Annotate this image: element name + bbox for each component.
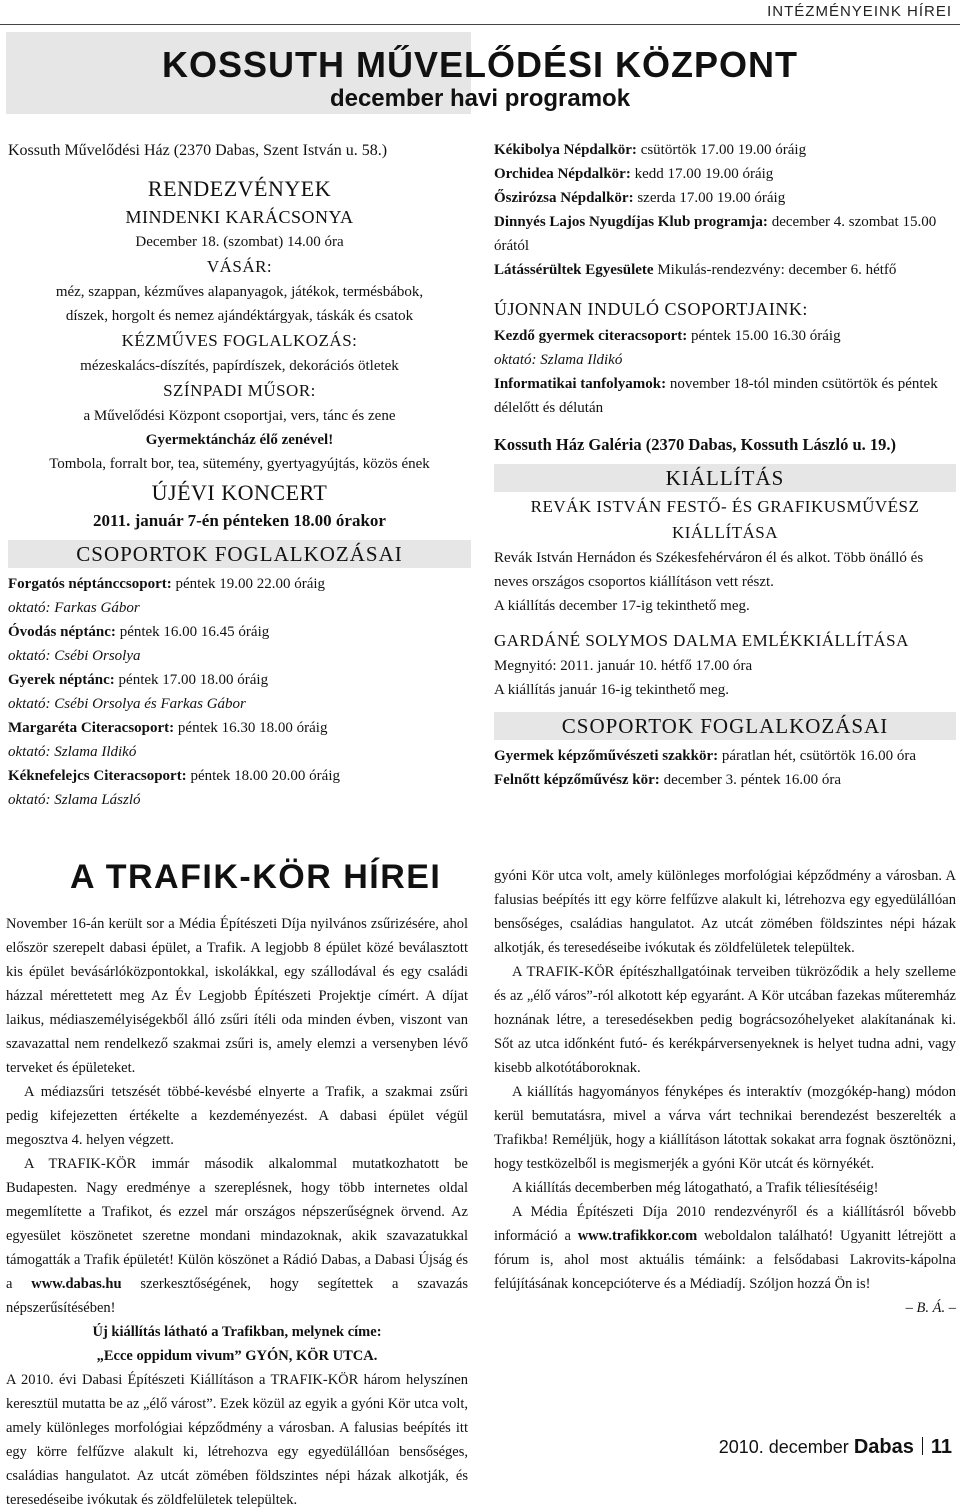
dabas-link[interactable]: www.dabas.hu: [31, 1276, 122, 1292]
art-group-time: páratlan hét, csütörtök 16.00 óra: [721, 748, 916, 764]
trafik-left-column: [6, 912, 468, 1508]
new-exhibit-intro: Új kiállítás látható a Trafikban, melynek címe:: [92, 1324, 382, 1340]
signature: – B. Á. –: [905, 1300, 956, 1316]
exhibit-heading: KIÁLLÍTÁS: [494, 464, 956, 492]
issue-date: 2010. december: [718, 1437, 849, 1457]
group-name: Forgatós néptánccsoport:: [8, 576, 172, 592]
trafik-paragraph-4-cont: gyóni Kör utca volt, amely különleges morfológiai képződmény a városban. A falusias beépítés itt egy körre felfűzve alakult ki, létrehozva egy egyedülállóan bensőséges, családias hangulatot. Az utcát zömében földszintes népi házak alkotják, és teresedéseibe ivókutak és zöldfelületek települtek.: [494, 868, 956, 956]
tombola: Tombola, forralt bor, tea, sütemény, gyertyagyújtás, közös ének: [49, 456, 430, 472]
trafik-paragraph-4: A 2010. évi Dabasi Építészeti Kiállításon a TRAFIK-KÖR három helyszínen keresztül mutatta be az „élő várost”. Ezek közül az egyik a gyóni Kör utca volt, amely különleges morfológiai képződmény a városban. A falusias beépítés itt egy körre felfűzve alakult ki, létrehozva egy egyedülállóan bensőséges, családias hangulatot. Az utcát zömében földszintes népi házak alkotják, és teresedéseibe ivókutak és zöldfelületek települtek.: [6, 1372, 468, 1508]
group-teacher: oktató: Szlama Ildikó: [8, 744, 137, 760]
folk-choir-time: kedd 17.00 19.00 óráig: [634, 166, 774, 182]
fair-line-2: díszek, horgolt és nemez ajándéktárgyak, táskák és csatok: [65, 308, 414, 324]
group-name: Gyerek néptánc:: [8, 672, 115, 688]
trafikkor-link[interactable]: www.trafikkor.com: [577, 1228, 698, 1244]
fair-line-1: méz, szappan, kézműves alapanyagok, játékok, termésbábok,: [55, 284, 424, 300]
new-group-name: Informatikai tanfolyamok:: [494, 376, 667, 392]
club-name: Dinnyés Lajos Nyugdíjas Klub programja:: [494, 214, 768, 230]
folk-choir-2: [494, 162, 956, 186]
trafik-paragraph: [494, 1200, 956, 1296]
group-name: Óvodás néptánc:: [8, 624, 116, 640]
group-teacher: oktató: Csébi Orsolya és Farkas Gábor: [8, 696, 246, 712]
pensioner-club: [494, 210, 956, 258]
gallery-address: Kossuth Ház Galéria (2370 Dabas, Kossuth László u. 19.): [494, 435, 896, 454]
trafik-paragraph: A médiazsűri tetszését többé-kevésbé elnyerte a Trafik, a szakmai zsűri pedig kifejezetten értékelte a kezdeményezést. A dabasi épület végül megosztva 4. helyen végzett.: [6, 1084, 468, 1148]
craft-text: mézeskalács-díszítés, papírdíszek, dekorációs ötletek: [80, 358, 399, 374]
gardane-opening: Megnyitó: 2011. január 10. hétfő 17.00 óra: [494, 658, 753, 674]
header-divider: [0, 24, 960, 25]
revak-title-1: REVÁK ISTVÁN FESTŐ- ÉS GRAFIKUSMŰVÉSZ: [530, 497, 920, 516]
club-time: december 4. szombat 15.00 órától: [494, 214, 937, 254]
text-run: A Média Építészeti Díja 2010 rendezvényről és a kiállításról bővebb információ a: [494, 1204, 956, 1244]
trafik-paragraph: A kiállítás decemberben még látogatható, a Trafik téliesítéséig!: [512, 1180, 879, 1196]
new-group-teacher: oktató: Szlama Ildikó: [494, 352, 623, 368]
folk-choir-time: csütörtök 17.00 19.00 óráig: [640, 142, 807, 158]
trafik-paragraph: November 16-án került sor a Média Építészeti Díja nyilvános zsűrizésére, ahol először szerepelt dabasi épület, a Trafik. A legjobb 8 épület közé beválasztott kis épület bevásárlóközpontokkal, iskolákkal, egy szállodával és egy családi házzal mérettetett meg Az Év Legjobb Építészeti Projektje címért. A díjat laikus, médiaszemélyiségekből álló zsűri ítéli oda minden évben, viszont van szavazattal nem rendelkező szakmai zsűri is, amely elemzi a versenyben lévő terveket és épületeket.: [6, 916, 468, 1076]
folk-choir-name: Kékibolya Népdalkör:: [494, 142, 637, 158]
art-group-name: Gyermek képzőművészeti szakkör:: [494, 748, 719, 764]
folk-choir-3: [494, 186, 956, 210]
folk-choir-name: Orchidea Népdalkör:: [494, 166, 631, 182]
text-run: weboldalon található! Ugyanitt létrejött a fórum is, ahol most aktuális témáink: a felsődabasi Lakrovits-kápolna felújításának koncepcióterve és a Médiadíj. Szóljon hozzá Ön is!: [494, 1228, 956, 1292]
new-exhibit-title: „Ecce oppidum vivum” GYÓN, KÖR UTCA.: [96, 1348, 378, 1364]
fair-label: VÁSÁR:: [206, 257, 273, 276]
dance-house: Gyermektáncház élő zenével!: [145, 432, 334, 448]
xmas-date: December 18. (szombat) 14.00 óra: [135, 234, 344, 250]
group-teacher: oktató: Szlama László: [8, 792, 141, 808]
new-group-time: november 18-tól minden csütörtök és péntek délelőtt és délután: [494, 376, 938, 416]
page-subtitle: december havi programok: [329, 85, 631, 112]
text-run: A TRAFIK-KÖR immár második alkalommal mutatkozhatott be Budapesten. Nagy eredménye a szereplésnek, hogy több internetes oldal megemlítette a Trafikot, és ezzel már országos népszerűségnek örvend. Az egyesület köszönetet szeretne mondani mindazoknak, akik szavazatukkal támogatták a Trafik épületét! Külön köszönet a Rádió Dabas, a Dabasi Újság és a: [6, 1156, 468, 1292]
group-teacher: oktató: Csébi Orsolya: [8, 648, 141, 664]
group-time: péntek 18.00 20.00 óráig: [190, 768, 340, 784]
right-column: [494, 138, 956, 792]
folk-choir-name: Őszirózsa Népdalkör:: [494, 190, 634, 206]
revak-title-2: KIÁLLÍTÁSA: [671, 523, 779, 542]
art-group-1: [494, 744, 956, 768]
group-item: [8, 764, 471, 788]
trafik-paragraph: [6, 1152, 468, 1320]
revak-desc: Revák István Hernádon és Székesfehérváron él és alkot. Több önálló és neves országos csoportos kiállításon vett részt.: [494, 550, 924, 590]
new-group-name: Kezdő gyermek citeracsoport:: [494, 328, 688, 344]
venue-address: Kossuth Művelődési Ház (2370 Dabas, Szent István u. 58.): [8, 142, 388, 159]
concert-date: 2011. január 7-én pénteken 18.00 órakor: [93, 511, 386, 530]
gardane-dates: A kiállítás január 16-ig tekinthető meg.: [494, 682, 729, 698]
section-tag: INTÉZMÉNYEINK HÍREI: [767, 3, 952, 20]
footer-separator: [922, 1437, 923, 1455]
new-group-time: péntek 15.00 16.30 óráig: [691, 328, 841, 344]
groups-heading-left: CSOPORTOK FOGLALKOZÁSAI: [8, 540, 471, 568]
group-name: Margaréta Citeracsoport:: [8, 720, 175, 736]
group-time: péntek 16.30 18.00 óráig: [177, 720, 328, 736]
trafik-right-column: [494, 864, 956, 1320]
page-number: 11: [930, 1436, 952, 1458]
trafik-paragraph: A kiállítás hagyományos fényképes és interaktív (mozgókép-hang) módon kerül bemutatásra, mivel a várva várt technikai berendezést beszerelték a Trafikba! Reméljük, hogy a kiállításon látottak sokakat arra fognak ösztönözni, hogy testközelből is megismerjék a gyóni Kör utcát és környékét.: [494, 1084, 956, 1172]
revak-dates: A kiállítás december 17-ig tekinthető meg.: [494, 598, 750, 614]
craft-label: KÉZMŰVES FOGLALKOZÁS:: [121, 331, 358, 350]
events-heading: RENDEZVÉNYEK: [147, 176, 332, 201]
gardane-title: GARDÁNÉ SOLYMOS DALMA EMLÉKKIÁLLÍTÁSA: [494, 631, 909, 650]
text-run: szerkesztőségének, hogy segítettek a szavazás népszerűsítésében!: [6, 1276, 468, 1316]
groups-heading-right: CSOPORTOK FOGLALKOZÁSAI: [494, 712, 956, 740]
group-teacher: oktató: Farkas Gábor: [8, 600, 140, 616]
group-name: Kéknefelejcs Citeracsoport:: [8, 768, 187, 784]
folk-choir-time: szerda 17.00 19.00 óráig: [637, 190, 786, 206]
group-item: [8, 620, 471, 644]
left-column: [8, 138, 471, 812]
page-footer: [719, 1436, 952, 1459]
art-group-name: Felnőtt képzőművész kör:: [494, 772, 660, 788]
stage-label: SZÍNPADI MŰSOR:: [163, 381, 316, 400]
group-item: [8, 668, 471, 692]
group-item: [8, 572, 471, 596]
new-groups-heading: ÚJONNAN INDULÓ CSOPORTJAINK:: [494, 299, 808, 319]
xmas-title: MINDENKI KARÁCSONYA: [125, 207, 354, 227]
group-time: péntek 16.00 16.45 óráig: [119, 624, 270, 640]
art-group-2: [494, 768, 956, 792]
new-group-1: [494, 324, 956, 348]
page-title: KOSSUTH MŰVELŐDÉSI KÖZPONT: [161, 44, 799, 85]
trafik-paragraph: A TRAFIK-KÖR építészhallgatóinak terveiben tükröződik a hely szelleme és az „élő város”-ról alkotott kép egyaránt. A Kör utcában fazekas műteremház hoznának létre, a teresedésekben pedig bográcsozóhelyeket alakítanának ki. Sőt az utca időnként futó- és kerékpárversenyeknek is helyet tudna adni, vagy kisebb alkotótáboroknak.: [494, 964, 956, 1076]
stage-text: a Művelődési Központ csoportjai, vers, tánc és zene: [83, 408, 396, 424]
association-event: Mikulás-rendezvény: december 6. hétfő: [657, 262, 897, 278]
art-group-time: december 3. péntek 16.00 óra: [663, 772, 841, 788]
group-time: péntek 17.00 18.00 óráig: [118, 672, 269, 688]
folk-choir-1: [494, 138, 956, 162]
new-group-2: [494, 372, 956, 420]
association-name: Látássérültek Egyesülete: [494, 262, 654, 278]
group-time: péntek 19.00 22.00 óráig: [175, 576, 326, 592]
group-item: [8, 716, 471, 740]
blind-association: [494, 258, 956, 282]
trafik-title: A TRAFIK-KÖR HÍREI: [70, 858, 442, 896]
concert-title: ÚJÉVI KONCERT: [151, 480, 328, 505]
paper-name: Dabas: [853, 1436, 914, 1458]
